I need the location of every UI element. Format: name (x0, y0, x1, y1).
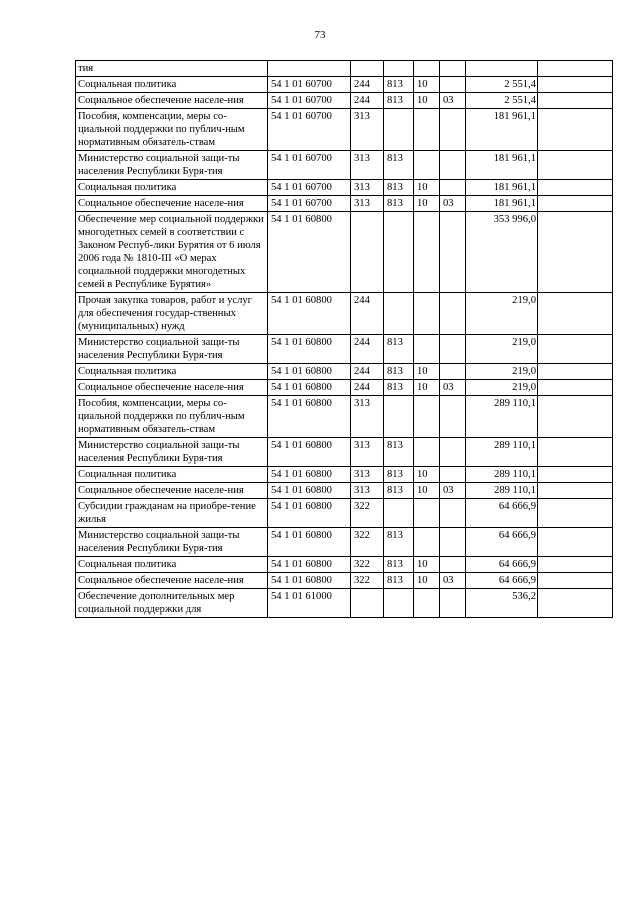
expense-type-cell: 244 (351, 364, 384, 380)
expense-type-cell (351, 589, 384, 618)
subsection-cell (440, 557, 466, 573)
amount-cell: 289 110,1 (466, 467, 538, 483)
expense-type-cell: 313 (351, 109, 384, 151)
subsection-cell: 03 (440, 483, 466, 499)
ministry-code-cell (384, 589, 414, 618)
subsection-cell: 03 (440, 573, 466, 589)
section-cell (414, 212, 440, 293)
ministry-code-cell (384, 109, 414, 151)
row-name-cell: тия (76, 61, 268, 77)
target-code-cell: 54 1 01 61000 (268, 589, 351, 618)
table-row (76, 438, 613, 467)
empty-cell (538, 196, 613, 212)
target-code-cell: 54 1 01 60800 (268, 557, 351, 573)
table-row (76, 483, 613, 499)
empty-cell (538, 573, 613, 589)
empty-cell (538, 109, 613, 151)
empty-cell (538, 557, 613, 573)
ministry-code-cell: 813 (384, 483, 414, 499)
target-code-cell: 54 1 01 60700 (268, 180, 351, 196)
section-cell (414, 589, 440, 618)
subsection-cell (440, 61, 466, 77)
row-name-cell: Пособия, компенсации, меры со-циальной поддержки по публич-ным нормативным обязатель-ствам (76, 396, 268, 438)
subsection-cell (440, 151, 466, 180)
section-cell: 10 (414, 380, 440, 396)
subsection-cell (440, 467, 466, 483)
target-code-cell: 54 1 01 60800 (268, 380, 351, 396)
expense-type-cell: 313 (351, 180, 384, 196)
budget-table (75, 60, 613, 618)
ministry-code-cell: 813 (384, 573, 414, 589)
ministry-code-cell (384, 499, 414, 528)
section-cell: 10 (414, 93, 440, 109)
target-code-cell (268, 61, 351, 77)
row-name-cell: Прочая закупка товаров, работ и услуг для обеспечения государ-ственных (муниципальных) нужд (76, 293, 268, 335)
amount-cell: 219,0 (466, 380, 538, 396)
amount-cell: 2 551,4 (466, 93, 538, 109)
row-name-cell: Социальное обеспечение населе-ния (76, 483, 268, 499)
section-cell: 10 (414, 364, 440, 380)
ministry-code-cell (384, 61, 414, 77)
section-cell: 10 (414, 77, 440, 93)
section-cell (414, 335, 440, 364)
section-cell (414, 61, 440, 77)
expense-type-cell: 244 (351, 93, 384, 109)
amount-cell: 64 666,9 (466, 557, 538, 573)
row-name-cell: Социальная политика (76, 557, 268, 573)
row-name-cell: Пособия, компенсации, меры со-циальной поддержки по публич-ным нормативным обязатель-ствам (76, 109, 268, 151)
ministry-code-cell (384, 396, 414, 438)
expense-type-cell: 244 (351, 77, 384, 93)
row-name-cell: Социальное обеспечение населе-ния (76, 196, 268, 212)
subsection-cell (440, 364, 466, 380)
empty-cell (538, 77, 613, 93)
subsection-cell (440, 212, 466, 293)
expense-type-cell: 322 (351, 573, 384, 589)
target-code-cell: 54 1 01 60700 (268, 93, 351, 109)
amount-cell: 219,0 (466, 293, 538, 335)
table-row (76, 61, 613, 77)
empty-cell (538, 93, 613, 109)
table-row (76, 180, 613, 196)
amount-cell: 219,0 (466, 364, 538, 380)
row-name-cell: Социальная политика (76, 364, 268, 380)
subsection-cell (440, 528, 466, 557)
empty-cell (538, 396, 613, 438)
row-name-cell: Социальное обеспечение населе-ния (76, 573, 268, 589)
table-row (76, 467, 613, 483)
expense-type-cell: 322 (351, 528, 384, 557)
subsection-cell (440, 438, 466, 467)
target-code-cell: 54 1 01 60800 (268, 528, 351, 557)
expense-type-cell: 313 (351, 438, 384, 467)
table-row (76, 528, 613, 557)
empty-cell (538, 293, 613, 335)
target-code-cell: 54 1 01 60800 (268, 212, 351, 293)
target-code-cell: 54 1 01 60800 (268, 499, 351, 528)
table-row (76, 109, 613, 151)
amount-cell: 289 110,1 (466, 396, 538, 438)
section-cell (414, 528, 440, 557)
table-row (76, 196, 613, 212)
row-name-cell: Социальная политика (76, 77, 268, 93)
amount-cell: 181 961,1 (466, 109, 538, 151)
ministry-code-cell: 813 (384, 438, 414, 467)
empty-cell (538, 151, 613, 180)
row-name-cell: Обеспечение дополнительных мер социальной поддержки для (76, 589, 268, 618)
row-name-cell: Министерство социальной защи-ты населения Республики Буря-тия (76, 528, 268, 557)
ministry-code-cell: 813 (384, 528, 414, 557)
page-number: 73 (314, 29, 326, 41)
ministry-code-cell: 813 (384, 335, 414, 364)
expense-type-cell (351, 212, 384, 293)
ministry-code-cell: 813 (384, 77, 414, 93)
amount-cell (466, 61, 538, 77)
ministry-code-cell: 813 (384, 364, 414, 380)
subsection-cell: 03 (440, 196, 466, 212)
ministry-code-cell (384, 212, 414, 293)
table-row (76, 589, 613, 618)
section-cell: 10 (414, 196, 440, 212)
expense-type-cell: 244 (351, 380, 384, 396)
section-cell: 10 (414, 180, 440, 196)
table-row (76, 212, 613, 293)
amount-cell: 181 961,1 (466, 151, 538, 180)
table-row (76, 151, 613, 180)
row-name-cell: Министерство социальной защи-ты населения Республики Буря-тия (76, 335, 268, 364)
table-row (76, 364, 613, 380)
subsection-cell (440, 589, 466, 618)
target-code-cell: 54 1 01 60800 (268, 438, 351, 467)
table-body (76, 61, 613, 618)
subsection-cell (440, 180, 466, 196)
expense-type-cell (351, 61, 384, 77)
target-code-cell: 54 1 01 60700 (268, 151, 351, 180)
section-cell: 10 (414, 467, 440, 483)
row-name-cell: Обеспечение мер социальной поддержки многодетных семей в соответствии с Законом Респуб-лики Бурятия от 6 июля 2006 года № 1810-III «О мерах социальной поддержки многодетных семей в Республике Бурятия» (76, 212, 268, 293)
table-row (76, 573, 613, 589)
amount-cell: 536,2 (466, 589, 538, 618)
target-code-cell: 54 1 01 60800 (268, 573, 351, 589)
subsection-cell (440, 396, 466, 438)
table-row (76, 93, 613, 109)
target-code-cell: 54 1 01 60800 (268, 483, 351, 499)
amount-cell: 353 996,0 (466, 212, 538, 293)
empty-cell (538, 61, 613, 77)
empty-cell (538, 528, 613, 557)
section-cell (414, 293, 440, 335)
expense-type-cell: 244 (351, 335, 384, 364)
empty-cell (538, 499, 613, 528)
amount-cell: 219,0 (466, 335, 538, 364)
empty-cell (538, 364, 613, 380)
expense-type-cell: 244 (351, 293, 384, 335)
row-name-cell: Министерство социальной защи-ты населения Республики Буря-тия (76, 438, 268, 467)
amount-cell: 64 666,9 (466, 573, 538, 589)
empty-cell (538, 212, 613, 293)
row-name-cell: Социальная политика (76, 467, 268, 483)
section-cell (414, 438, 440, 467)
subsection-cell (440, 109, 466, 151)
subsection-cell (440, 499, 466, 528)
target-code-cell: 54 1 01 60800 (268, 364, 351, 380)
subsection-cell: 03 (440, 380, 466, 396)
expense-type-cell: 313 (351, 483, 384, 499)
amount-cell: 64 666,9 (466, 499, 538, 528)
row-name-cell: Социальная политика (76, 180, 268, 196)
table-row (76, 396, 613, 438)
expense-type-cell: 313 (351, 467, 384, 483)
expense-type-cell: 322 (351, 499, 384, 528)
subsection-cell (440, 77, 466, 93)
ministry-code-cell: 813 (384, 557, 414, 573)
table-row (76, 293, 613, 335)
amount-cell: 64 666,9 (466, 528, 538, 557)
section-cell (414, 396, 440, 438)
empty-cell (538, 467, 613, 483)
empty-cell (538, 335, 613, 364)
amount-cell: 181 961,1 (466, 196, 538, 212)
table-row (76, 380, 613, 396)
section-cell (414, 151, 440, 180)
empty-cell (538, 438, 613, 467)
section-cell: 10 (414, 573, 440, 589)
empty-cell (538, 380, 613, 396)
amount-cell: 289 110,1 (466, 438, 538, 467)
ministry-code-cell: 813 (384, 467, 414, 483)
expense-type-cell: 313 (351, 196, 384, 212)
ministry-code-cell: 813 (384, 380, 414, 396)
expense-type-cell: 322 (351, 557, 384, 573)
target-code-cell: 54 1 01 60800 (268, 467, 351, 483)
target-code-cell: 54 1 01 60700 (268, 196, 351, 212)
section-cell (414, 109, 440, 151)
target-code-cell: 54 1 01 60800 (268, 335, 351, 364)
ministry-code-cell: 813 (384, 93, 414, 109)
ministry-code-cell: 813 (384, 151, 414, 180)
target-code-cell: 54 1 01 60700 (268, 109, 351, 151)
target-code-cell: 54 1 01 60700 (268, 77, 351, 93)
row-name-cell: Социальное обеспечение населе-ния (76, 380, 268, 396)
table-row (76, 77, 613, 93)
empty-cell (538, 483, 613, 499)
row-name-cell: Министерство социальной защи-ты населения Республики Буря-тия (76, 151, 268, 180)
target-code-cell: 54 1 01 60800 (268, 396, 351, 438)
ministry-code-cell: 813 (384, 196, 414, 212)
subsection-cell: 03 (440, 93, 466, 109)
expense-type-cell: 313 (351, 396, 384, 438)
amount-cell: 181 961,1 (466, 180, 538, 196)
amount-cell: 2 551,4 (466, 77, 538, 93)
ministry-code-cell: 813 (384, 180, 414, 196)
section-cell: 10 (414, 483, 440, 499)
table-row (76, 499, 613, 528)
empty-cell (538, 180, 613, 196)
ministry-code-cell (384, 293, 414, 335)
subsection-cell (440, 335, 466, 364)
target-code-cell: 54 1 01 60800 (268, 293, 351, 335)
section-cell: 10 (414, 557, 440, 573)
section-cell (414, 499, 440, 528)
empty-cell (538, 589, 613, 618)
amount-cell: 289 110,1 (466, 483, 538, 499)
expense-type-cell: 313 (351, 151, 384, 180)
row-name-cell: Социальное обеспечение населе-ния (76, 93, 268, 109)
table-row (76, 335, 613, 364)
subsection-cell (440, 293, 466, 335)
row-name-cell: Субсидии гражданам на приобре-тение жилья (76, 499, 268, 528)
table-row (76, 557, 613, 573)
